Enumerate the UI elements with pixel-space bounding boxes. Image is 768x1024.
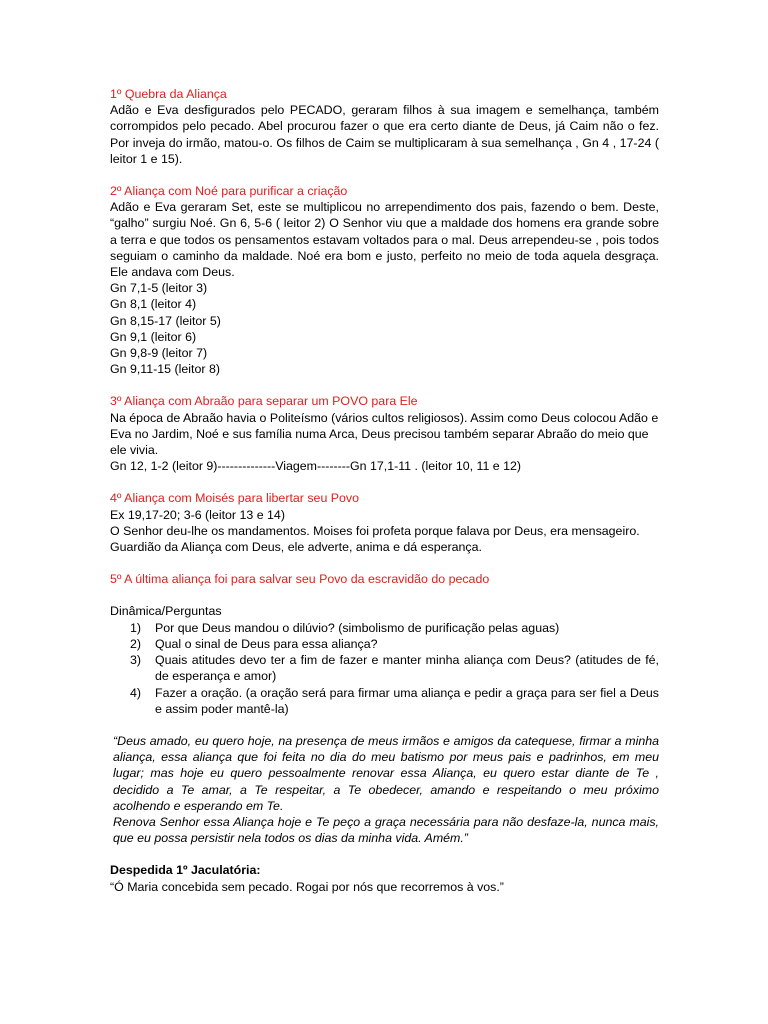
reference-line: Gn 8,15-17 (leitor 5): [110, 313, 221, 328]
list-number: 3): [130, 653, 142, 668]
reference-line: Gn 12, 1-2 (leitor 9)--------------Viagem--------Gn 17,1-11 . (leitor 10, 11 e 12): [110, 459, 522, 474]
prayer-paragraph: “Deus amado, eu quero hoje, na presença de meus irmãos e amigos da catequese, firmar a minha aliança, essa aliança que foi feita no dia do meu batismo por meus pais e padrinhos, em meu lugar; mas hoje eu quero pessoalmente renovar essa Aliança, eu quero estar diante de Te , decidido a Te amar, a Te respeitar, a Te obedecer, amando e respeitando o meu próximo acolhendo e esperando em Te.: [113, 733, 659, 813]
prayer-paragraph: Renova Senhor essa Aliança hoje e Te peço a graça necessária para não desfaze-la, nunca mais, que eu possa persistir nela todos os dias da minha vida. Amém.”: [113, 814, 659, 846]
farewell-text: “Ó Maria concebida sem pecado. Rogai por nós que recorremos à vos.”: [110, 879, 504, 894]
document-page: [110, 86, 659, 895]
section-3: [110, 393, 659, 474]
farewell-heading: Despedida 1º Jaculatória:: [110, 863, 261, 878]
list-number: 1): [130, 620, 142, 635]
section-title: 1º Quebra da Aliança: [110, 87, 227, 101]
list-item-text: Qual o sinal de Deus para essa aliança?: [155, 636, 378, 651]
section-body: Adão e Eva geraram Set, este se multiplicou no arrependimento dos pais, fazendo o bem. Deste, “galho” surgiu Noé. Gn 6, 5-6 ( leitor 2) O Senhor viu que a maldade dos homens era grande sobre a terra e que todos os pensamentos estavam voltados para o mal. Deus arrependeu-se , pois todos seguiam o caminho da maldade. Noé era bom e justo, perfeito no meio de toda aquela desgraça. Ele andava com Deus.: [110, 200, 659, 280]
list-number: 2): [130, 636, 142, 651]
reference-line: Gn 9,11-15 (leitor 8): [110, 362, 220, 377]
reference-line: Gn 9,8-9 (leitor 7): [110, 346, 208, 361]
section-title: 3º Aliança com Abraão para separar um POVO para Ele: [110, 394, 418, 409]
section-title: 4º Aliança com Moisés para libertar seu Povo: [110, 491, 360, 506]
list-item: [110, 620, 659, 636]
dynamics-section: [110, 603, 659, 716]
list-item: [110, 636, 659, 652]
section-body: Na época de Abraão havia o Politeísmo (vários cultos religiosos). Assim como Deus colocou Adão e Eva no Jardim, Noé e sus família numa Arca, Deus precisou também separar Abraão do meio que ele vivia.: [110, 410, 659, 458]
questions-list: [110, 620, 659, 717]
farewell-section: [110, 862, 659, 894]
dynamics-heading: Dinâmica/Perguntas: [110, 604, 222, 619]
section-5: [110, 571, 659, 587]
list-item-text: Por que Deus mandou o dilúvio? (simbolismo de purificação pelas aguas): [155, 620, 560, 635]
list-item-text: Quais atitudes devo ter a fim de fazer e manter minha aliança com Deus? (atitudes de fé, de esperança e amor): [155, 653, 659, 684]
section-1: [110, 86, 659, 167]
section-body: O Senhor deu-lhe os mandamentos. Moises foi profeta porque falava por Deus, era mensageiro. Guardião da Aliança com Deus, ele adverte, anima e dá esperança.: [110, 523, 640, 555]
reference-line: Gn 7,1-5 (leitor 3): [110, 281, 208, 296]
section-body: Adão e Eva desfigurados pelo PECADO, geraram filhos à sua imagem e semelhança, também corrompidos pelo pecado. Abel procurou fazer o que era certo diante de Deus, já Caim não o fez. Por inveja do irmão, matou-o. Os filhos de Caim se multiplicaram à sua semelhança , Gn 4 , 17-24 ( leitor 1 e 15).: [110, 103, 659, 166]
reference-line: Gn 8,1 (leitor 4): [110, 297, 197, 312]
section-4: [110, 490, 659, 555]
section-title: 2º Aliança com Noé para purificar a criação: [110, 184, 348, 199]
section-title: 5º A última aliança foi para salvar seu Povo da escravidão do pecado: [110, 572, 490, 587]
list-item-text: Fazer a oração. (a oração será para firmar uma aliança e pedir a graça para ser fiel a Deus e assim poder mantê-la): [155, 685, 659, 716]
prayer-block: [110, 733, 659, 846]
reference-line: Ex 19,17-20; 3-6 (leitor 13 e 14): [110, 507, 285, 522]
list-number: 4): [130, 685, 142, 700]
list-item: [110, 652, 659, 684]
list-item: [110, 685, 659, 717]
reference-line: Gn 9,1 (leitor 6): [110, 329, 197, 344]
section-2: [110, 183, 659, 377]
